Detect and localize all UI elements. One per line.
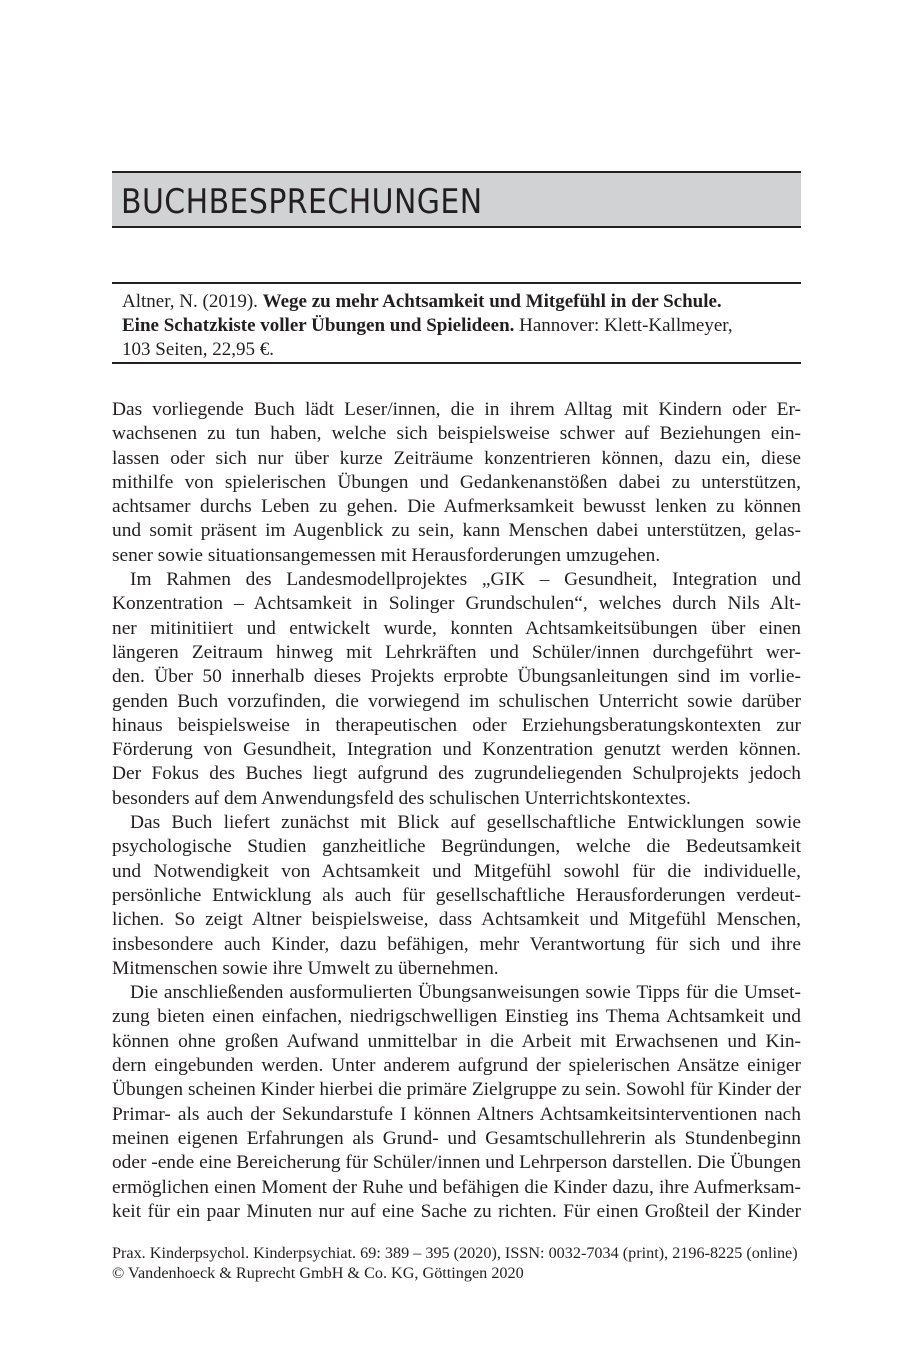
section-title: BUCHBESPRECHUNGEN <box>121 182 483 222</box>
text-line: Im Rahmen des Landesmodellprojektes „GIK – Gesundheit, Integration und <box>130 569 801 591</box>
text-line: ermöglichen einen Moment der Ruhe und befähigen die Kinder dazu, ihre Aufmerksam- <box>112 1176 801 1198</box>
text-line: Das Buch liefert zunächst mit Blick auf gesellschaftliche Entwicklungen sowie <box>130 812 801 834</box>
reference-publisher: Hannover: Klett-Kallmeyer, <box>514 315 733 336</box>
paragraph <box>112 568 801 811</box>
text-line: meinen eigenen Erfahrungen als Grund- und Gesamtschullehrerin als Stundenbeginn <box>112 1127 801 1149</box>
section-header-band <box>112 171 801 228</box>
text-line: Förderung von Gesundheit, Integration und Konzentration genutzt werden können. <box>112 739 801 761</box>
text-line: insbesondere auch Kinder, dazu befähigen, mehr Verantwortung für sich und ihre <box>112 933 801 955</box>
text-line: genden Buch vorzufinden, die vorwiegend im schulischen Unterricht sowie darüber <box>112 690 801 712</box>
text-line: Mitmenschen sowie ihre Umwelt zu übernehmen. <box>112 957 499 979</box>
text-line: Die anschließenden ausformulierten Übungsanweisungen sowie Tipps für die Umset- <box>130 982 801 1004</box>
reference-title-main: Wege zu mehr Achtsamkeit und Mitgefühl in der Schule. <box>262 291 722 312</box>
text-line: besonders auf dem Anwendungsfeld des schulischen Unterrichtskontextes. <box>112 787 691 809</box>
copyright-notice: © Vandenhoeck & Ruprecht GmbH & Co. KG, Göttingen 2020 <box>112 1264 524 1282</box>
paragraph <box>112 981 801 1224</box>
text-line: und Notwendigkeit von Achtsamkeit und Mitgefühl sowohl für die individuelle, <box>112 860 801 882</box>
text-line: Übungen scheinen Kinder hierbei die primäre Zielgruppe zu sein. Sowohl für Kinder der <box>112 1079 801 1101</box>
text-line: können ohne großen Aufwand unmittelbar in die Arbeit mit Erwachsenen und Kin- <box>112 1030 801 1052</box>
text-line: dern eingebunden werden. Unter anderem aufgrund der spielerischen Ansätze einiger <box>112 1055 801 1077</box>
text-line: sener sowie situationsangemessen mit Herausforderungen umzugehen. <box>112 544 661 566</box>
text-line: oder -ende eine Bereicherung für Schüler/innen und Lehrperson darstellen. Die Übungen <box>112 1152 801 1174</box>
page-footer <box>112 1243 812 1283</box>
text-line: zung bieten einen einfachen, niedrigschwelligen Einstieg ins Thema Achtsamkeit und <box>112 1006 801 1028</box>
text-line: keit für ein paar Minuten nur auf eine Sache zu richten. Für einen Großteil der Kinder <box>112 1200 801 1222</box>
text-line: wachsenen zu tun haben, welche sich beispielsweise schwer auf Beziehungen ein- <box>112 423 801 445</box>
text-line: hinaus beispielsweise in therapeutischen oder Erziehungsberatungskontexten zur <box>112 714 801 736</box>
text-line: längeren Zeitraum hinweg mit Lehrkräften und Schüler/innen durchgeführt wer- <box>112 641 801 663</box>
text-line: achtsamer durchs Leben zu gehen. Die Aufmerksamkeit bewusst lenken zu können <box>112 496 801 518</box>
reference-title-sub: Eine Schatzkiste voller Übungen und Spielideen. <box>122 315 515 336</box>
paragraph <box>112 811 801 981</box>
journal-citation: Prax. Kinderpsychol. Kinderpsychiat. 69: 389 – 395 (2020), ISSN: 0032-7034 (print), 2196-8225 (online) <box>112 1244 798 1262</box>
text-line: lichen. So zeigt Altner beispielsweise, dass Achtsamkeit und Mitgefühl Menschen, <box>112 909 801 931</box>
reference-line-2 <box>122 314 801 338</box>
text-line: Der Fokus des Buches liegt aufgrund des zugrundeliegenden Schulprojekts jedoch <box>112 763 801 785</box>
text-line: Primar- als auch der Sekundarstufe I können Altners Achtsamkeitsinterventionen nach <box>112 1103 801 1125</box>
reference-author-year: Altner, N. (2019). <box>122 291 263 312</box>
text-line: Konzentration – Achtsamkeit in Solinger Grundschulen“, welches durch Nils Alt- <box>112 593 801 615</box>
text-line: ner mitinitiiert und entwickelt wurde, konnten Achtsamkeitsübungen über einen <box>112 617 801 639</box>
book-reference <box>112 282 801 364</box>
text-line: persönliche Entwicklung als auch für gesellschaftliche Herausforderungen verdeut- <box>112 884 801 906</box>
text-line: den. Über 50 innerhalb dieses Projekts erprobte Übungsanleitungen sind im vorlie- <box>112 666 801 688</box>
paragraph <box>112 398 801 568</box>
text-line: und somit präsent im Augenblick zu sein, kann Menschen dabei unterstützen, gelas- <box>112 520 801 542</box>
review-body <box>112 398 801 1224</box>
text-line: mithilfe von spielerischen Übungen und Gedankenanstößen dabei zu unterstützen, <box>112 471 801 493</box>
reference-details: 103 Seiten, 22,95 €. <box>122 339 274 360</box>
reference-line-1 <box>122 290 801 314</box>
text-line: psychologische Studien ganzheitliche Begründungen, welche die Bedeutsamkeit <box>112 836 801 858</box>
text-line: lassen oder sich nur über kurze Zeiträume konzentrieren können, dazu ein, diese <box>112 447 801 469</box>
text-line: Das vorliegende Buch lädt Leser/innen, die in ihrem Alltag mit Kindern oder Er- <box>112 399 801 420</box>
